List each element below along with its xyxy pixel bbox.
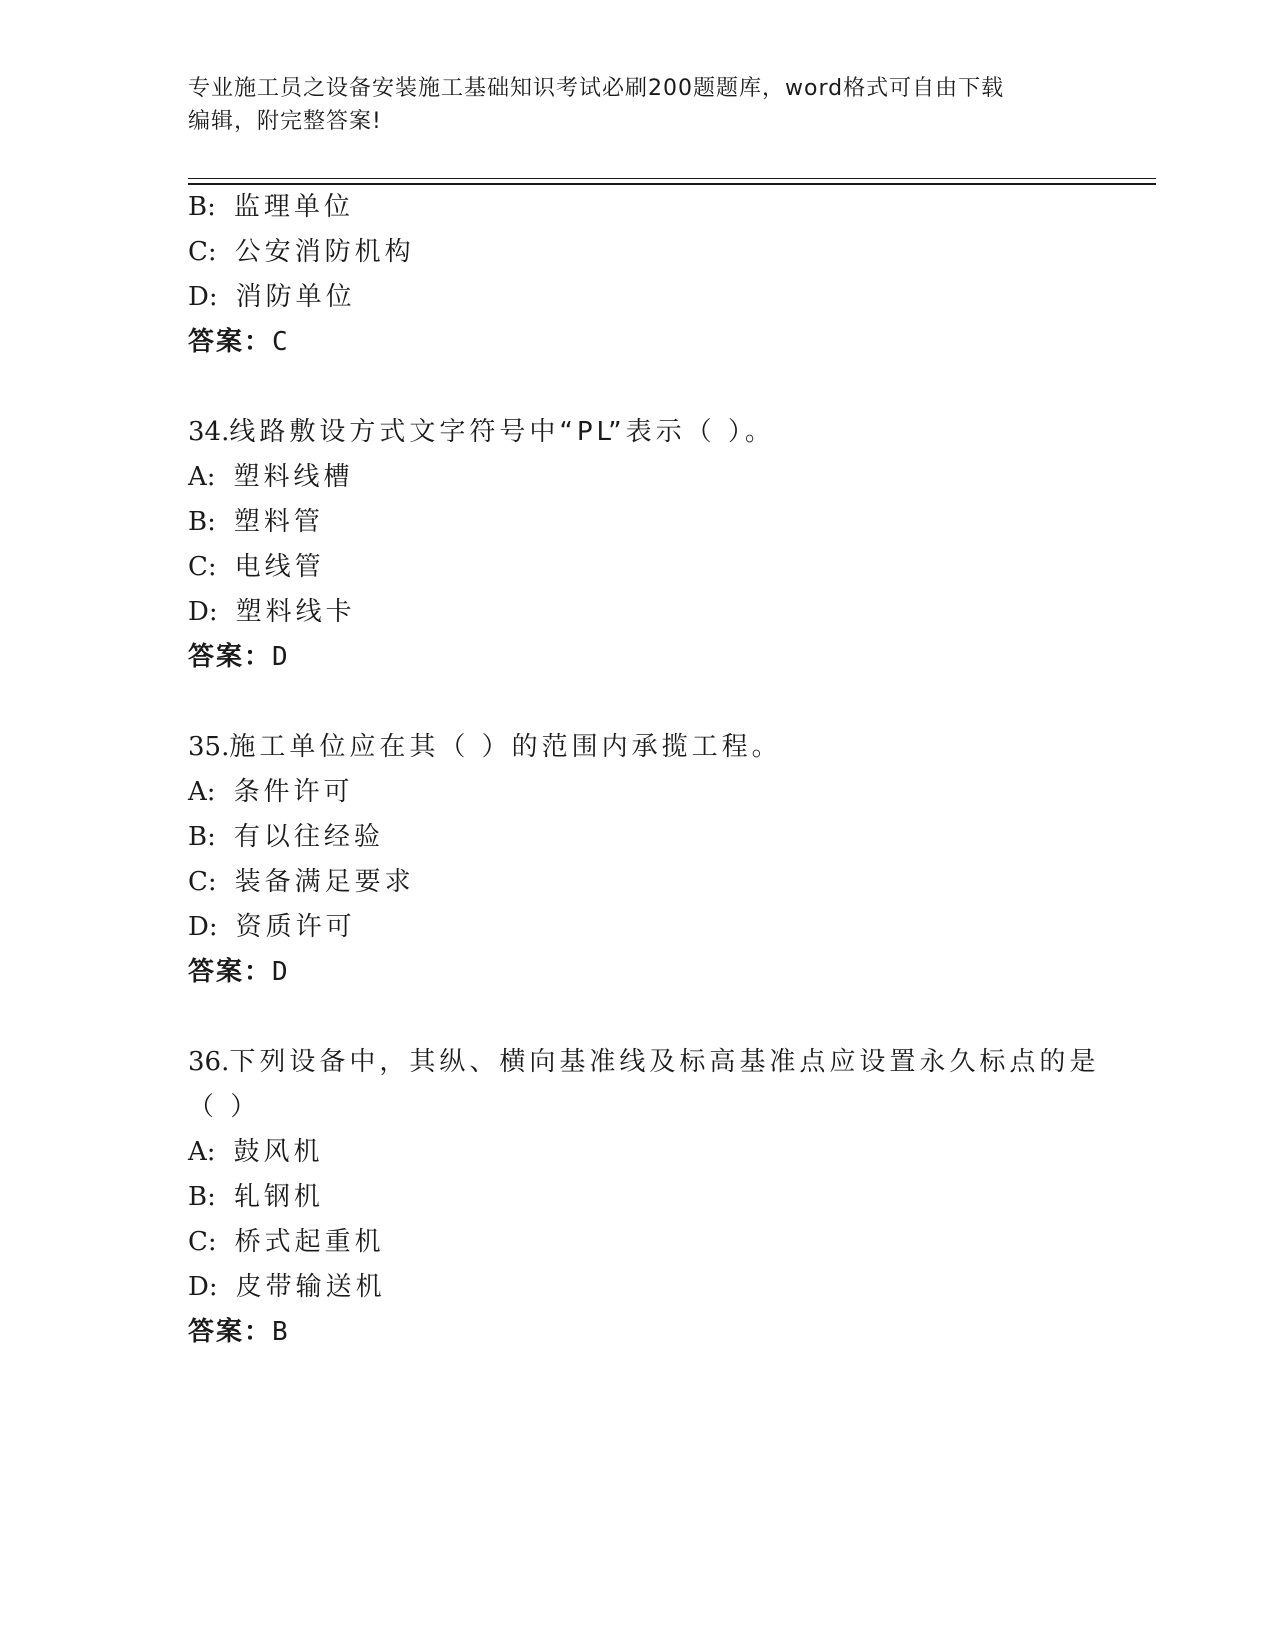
option-letter: D: bbox=[188, 912, 218, 942]
question-36-stem-continuation bbox=[188, 1090, 260, 1124]
answer-value: D bbox=[272, 957, 290, 987]
option-letter: A: bbox=[188, 777, 216, 807]
question-34-option-c bbox=[188, 550, 325, 584]
question-text: 下列设备中，其纵、横向基准线及标高基准点应设置永久标点的是 bbox=[229, 1047, 1100, 1077]
document-header bbox=[188, 72, 1088, 138]
option-letter: B: bbox=[188, 507, 216, 537]
answer-label: 答案： bbox=[188, 642, 273, 672]
prev-option-c bbox=[188, 235, 415, 269]
option-text: 塑料线卡 bbox=[235, 597, 356, 627]
question-text-cont: （ ） bbox=[188, 1092, 261, 1122]
option-letter: B: bbox=[188, 1182, 216, 1212]
option-letter: A: bbox=[188, 462, 216, 492]
question-34-answer bbox=[188, 640, 290, 674]
question-36-option-a bbox=[188, 1135, 324, 1169]
question-34-option-b bbox=[188, 505, 324, 539]
question-36-option-b bbox=[188, 1180, 324, 1214]
option-letter: B: bbox=[188, 192, 216, 222]
question-number: 34. bbox=[188, 417, 230, 447]
option-letter: A: bbox=[188, 1137, 216, 1167]
question-35-option-b bbox=[188, 820, 384, 854]
option-text: 电线管 bbox=[234, 552, 325, 582]
option-text: 桥式起重机 bbox=[234, 1227, 385, 1257]
option-letter: D: bbox=[188, 1272, 218, 1302]
option-letter: C: bbox=[188, 1227, 217, 1257]
option-text: 塑料线槽 bbox=[233, 462, 354, 492]
option-text: 公安消防机构 bbox=[234, 237, 415, 267]
option-text: 消防单位 bbox=[235, 282, 356, 312]
answer-value: D bbox=[272, 642, 290, 672]
question-36-answer bbox=[188, 1315, 290, 1349]
option-text: 资质许可 bbox=[235, 912, 356, 942]
prev-option-b bbox=[188, 190, 354, 224]
header-title-line-2: 编辑，附完整答案! bbox=[188, 109, 382, 134]
prev-option-d bbox=[188, 280, 356, 314]
header-divider-thin bbox=[188, 178, 1156, 179]
question-number: 36. bbox=[188, 1047, 230, 1077]
answer-value: B bbox=[272, 1317, 290, 1347]
question-36-stem bbox=[188, 1045, 1099, 1079]
option-letter: C: bbox=[188, 867, 217, 897]
question-text: 线路敷设方式文字符号中“PL”表示（ ）。 bbox=[229, 417, 775, 447]
question-text: 施工单位应在其（ ）的范围内承揽工程。 bbox=[229, 732, 782, 762]
question-34-option-a bbox=[188, 460, 354, 494]
question-34-stem bbox=[188, 415, 775, 449]
answer-label: 答案： bbox=[188, 957, 273, 987]
prev-answer bbox=[188, 325, 290, 359]
option-text: 条件许可 bbox=[233, 777, 354, 807]
question-35-stem bbox=[188, 730, 782, 764]
question-34-option-d bbox=[188, 595, 356, 629]
option-text: 监理单位 bbox=[233, 192, 354, 222]
question-36-option-c bbox=[188, 1225, 385, 1259]
option-text: 鼓风机 bbox=[233, 1137, 324, 1167]
header-title-line-1: 专业施工员之设备安装施工基础知识考试必刷200题题库，word格式可自由下载 bbox=[188, 76, 1005, 101]
option-letter: D: bbox=[188, 282, 218, 312]
question-36-option-d bbox=[188, 1270, 386, 1304]
option-letter: B: bbox=[188, 822, 216, 852]
question-35-answer bbox=[188, 955, 290, 989]
option-text: 有以往经验 bbox=[233, 822, 384, 852]
option-letter: D: bbox=[188, 597, 218, 627]
answer-value: C bbox=[272, 327, 290, 357]
header-divider-thick bbox=[188, 183, 1156, 185]
option-text: 皮带输送机 bbox=[235, 1272, 386, 1302]
question-35-option-d bbox=[188, 910, 356, 944]
answer-label: 答案： bbox=[188, 1317, 273, 1347]
question-35-option-a bbox=[188, 775, 354, 809]
question-35-option-c bbox=[188, 865, 415, 899]
option-letter: C: bbox=[188, 552, 217, 582]
option-text: 塑料管 bbox=[233, 507, 324, 537]
option-text: 装备满足要求 bbox=[234, 867, 415, 897]
option-text: 轧钢机 bbox=[233, 1182, 324, 1212]
answer-label: 答案： bbox=[188, 327, 273, 357]
question-number: 35. bbox=[188, 732, 230, 762]
option-letter: C: bbox=[188, 237, 217, 267]
